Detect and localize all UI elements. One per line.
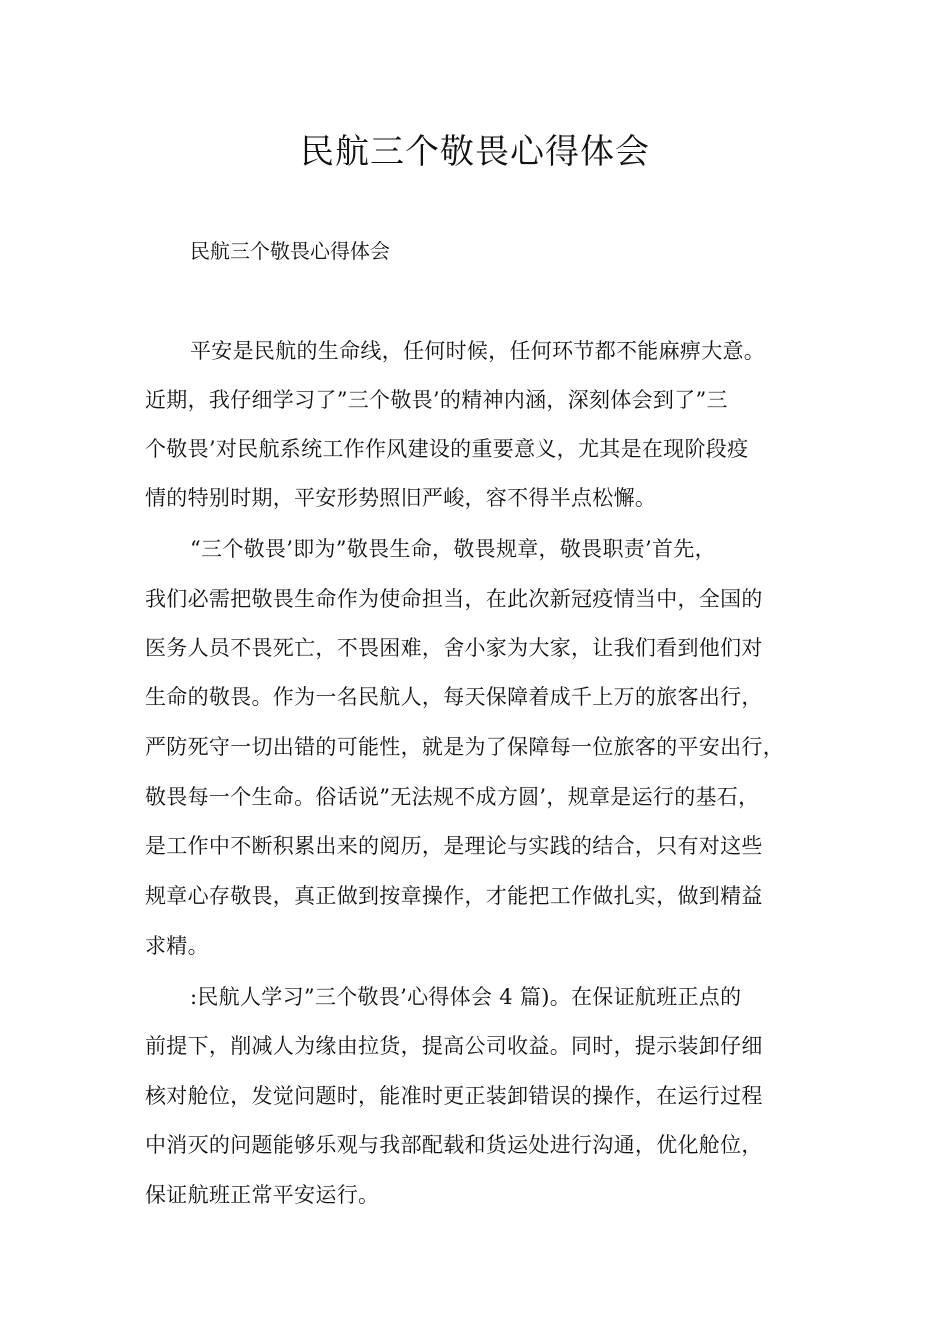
document-title: 民航三个敬畏心得体会 bbox=[300, 132, 650, 172]
paragraph-line: 是工作中不断积累出来的阅历，是理论与实践的结合，只有对这些 bbox=[145, 834, 763, 858]
paragraph-line: 近期，我仔细学习了”三个敬畏’的精神内涵，深刻体会到了”三 bbox=[145, 388, 728, 412]
paragraph-line: 敬畏每一个生命。俗话说”无法规不成方圆’，规章是运行的基石， bbox=[145, 785, 760, 809]
paragraph-line: 医务人员不畏死亡，不畏困难，舍小家为大家，让我们看到他们对 bbox=[145, 636, 763, 660]
paragraph-line: :民航人学习”三个敬畏’心得体会 4 篇)。在保证航班正点的 bbox=[190, 985, 742, 1009]
paragraph-line: 生命的敬畏。作为一名民航人，每天保障着成千上万的旅客出行， bbox=[145, 685, 763, 709]
paragraph-line: 前提下，削减人为缘由拉货，提高公司收益。同时，提示装卸仔细 bbox=[145, 1034, 763, 1058]
paragraph-line: 平安是民航的生命线，任何时候，任何环节都不能麻痹大意。 bbox=[190, 339, 766, 363]
paragraph-line: 个敬畏’对民航系统工作作风建设的重要意义，尤其是在现阶段疫 bbox=[145, 437, 749, 461]
paragraph-line: 严防死守一切出错的可能性，就是为了保障每一位旅客的平安出行， bbox=[145, 735, 784, 759]
paragraph-line: 保证航班正常平安运行。 bbox=[145, 1183, 380, 1207]
paragraph-line: “三个敬畏’即为”敬畏生命，敬畏规章，敬畏职责’首先， bbox=[190, 537, 716, 561]
paragraph-line: 规章心存敬畏，真正做到按章操作，才能把工作做扎实，做到精益 bbox=[145, 884, 763, 908]
paragraph-line: 求精。 bbox=[145, 934, 209, 958]
paragraph-line: 中消灭的问题能够乐观与我部配载和货运处进行沟通，优化舱位， bbox=[145, 1133, 763, 1157]
paragraph-line: 情的特别时期，平安形势照旧严峻，容不得半点松懈。 bbox=[145, 486, 657, 510]
document-subtitle: 民航三个敬畏心得体会 bbox=[190, 239, 390, 263]
paragraph-line: 我们必需把敬畏生命作为使命担当，在此次新冠疫情当中，全国的 bbox=[145, 587, 763, 611]
paragraph-line: 核对舱位，发觉问题时，能准时更正装卸错误的操作，在运行过程 bbox=[145, 1084, 763, 1108]
